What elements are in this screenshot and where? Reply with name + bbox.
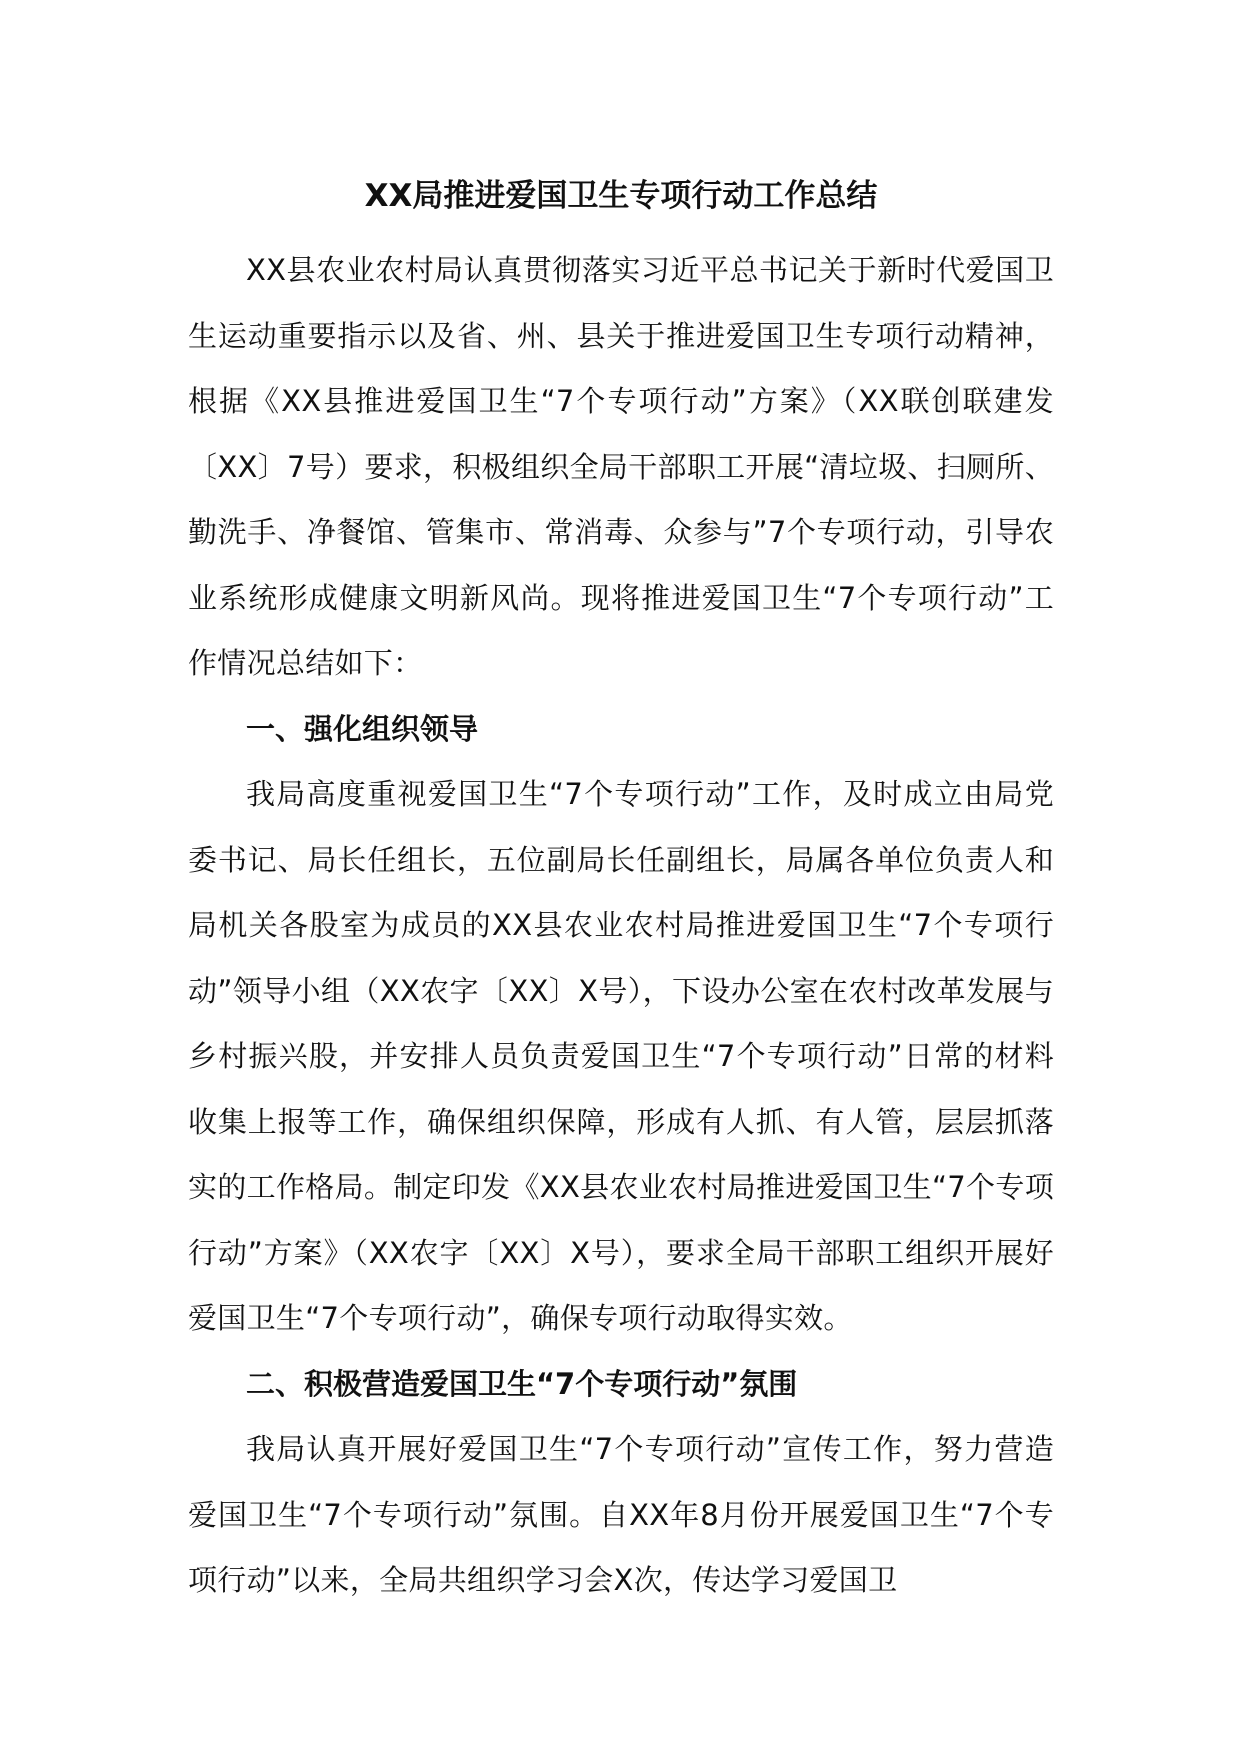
section-paragraph-2: 我局认真开展好爱国卫生“7个专项行动”宣传工作，努力营造爱国卫生“7个专项行动”氛围。自XX年8月份开展爱国卫生“7个专项行动”以来，全局共组织学习会X次，传达学习爱国卫 (188, 1432, 1054, 1597)
section-paragraph-1: 我局高度重视爱国卫生“7个专项行动”工作，及时成立由局党委书记、局长任组长，五位副局长任副组长，局属各单位负责人和局机关各股室为成员的XX县农业农村局推进爱国卫生“7个专项行动”领导小组（XX农字〔XX〕X号），下设办公室在农村改革发展与乡村振兴股，并安排人员负责爱国卫生“7个专项行动”日常的材料收集上报等工作，确保组织保障，形成有人抓、有人管，层层抓落实的工作格局。制定印发《XX县农业农村局推进爱国卫生“7个专项行动”方案》（XX农字〔XX〕X号），要求全局干部职工组织开展好爱国卫生“7个专项行动”，确保专项行动取得实效。 (188, 777, 1054, 1335)
document-title: XX局推进爱国卫生专项行动工作总结 (364, 178, 878, 214)
document-body (188, 238, 1054, 1614)
section-heading-1: 一、强化组织领导 (246, 711, 479, 746)
section-heading-2: 二、积极营造爱国卫生“7个专项行动”氛围 (246, 1366, 798, 1401)
intro-paragraph: XX县农业农村局认真贯彻落实习近平总书记关于新时代爱国卫生运动重要指示以及省、州、县关于推进爱国卫生专项行动精神，根据《XX县推进爱国卫生“7个专项行动”方案》（XX联创联建发〔XX〕7号）要求，积极组织全局干部职工开展“清垃圾、扫厕所、勤洗手、净餐馆、管集市、常消毒、众参与”7个专项行动，引导农业系统形成健康文明新风尚。现将推进爱国卫生“7个专项行动”工作情况总结如下： (188, 253, 1054, 680)
